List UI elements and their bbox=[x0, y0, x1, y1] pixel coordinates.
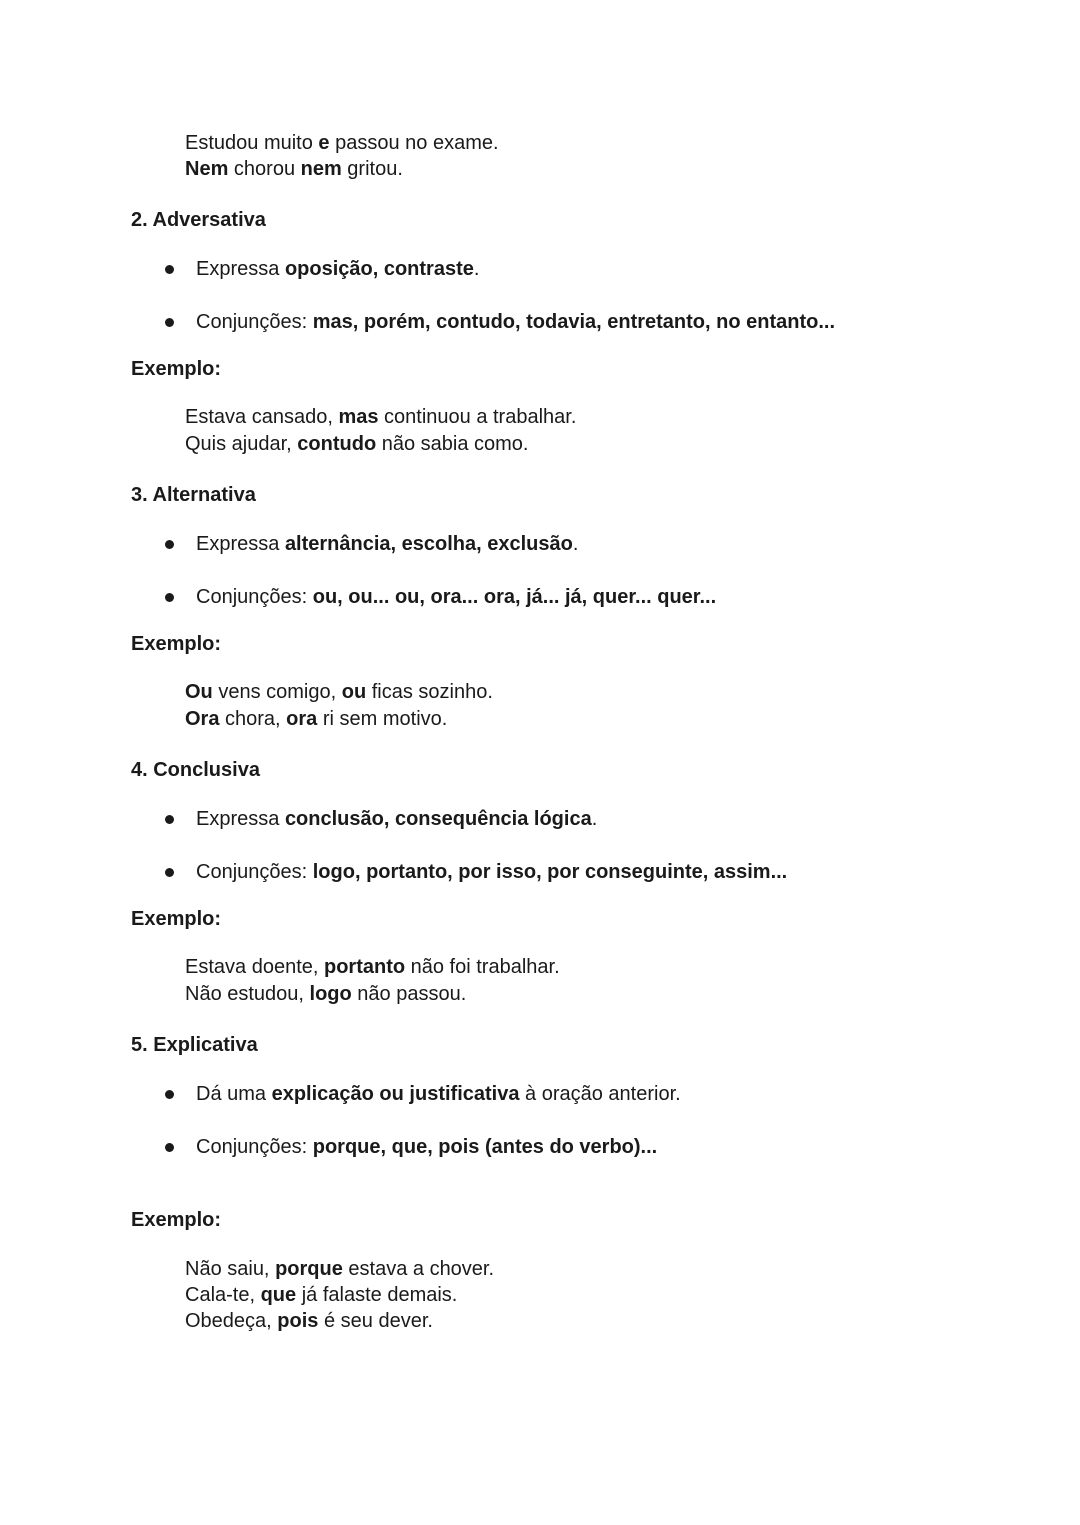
example-sentence: Estava cansado, mas continuou a trabalhar. bbox=[185, 406, 577, 428]
bullet-item: Expressa oposição, contraste. bbox=[196, 258, 480, 280]
section-heading-conclusiva: 4. Conclusiva bbox=[131, 759, 260, 781]
bullet-item: Expressa conclusão, consequência lógica. bbox=[196, 808, 598, 830]
example-sentence: Não estudou, logo não passou. bbox=[185, 983, 467, 1005]
bullet-icon bbox=[165, 1090, 174, 1099]
bullet-icon bbox=[165, 593, 174, 602]
example-sentence: Não saiu, porque estava a chover. bbox=[185, 1258, 495, 1280]
example-label: Exemplo: bbox=[131, 908, 222, 930]
example-sentence: Cala-te, que já falaste demais. bbox=[185, 1284, 458, 1306]
bullet-item: Conjunções: porque, que, pois (antes do verbo)... bbox=[196, 1136, 658, 1158]
bullet-item: Dá uma explicação ou justificativa à oração anterior. bbox=[196, 1083, 681, 1105]
example-sentence: Estava doente, portanto não foi trabalhar. bbox=[185, 956, 560, 978]
bullet-icon bbox=[165, 318, 174, 327]
bullet-item: Conjunções: mas, porém, contudo, todavia, entretanto, no entanto... bbox=[196, 311, 836, 333]
bullet-icon bbox=[165, 1143, 174, 1152]
example-label: Exemplo: bbox=[131, 358, 222, 380]
bullet-item: Expressa alternância, escolha, exclusão. bbox=[196, 533, 579, 555]
example-sentence: Nem chorou nem gritou. bbox=[185, 158, 403, 180]
bullet-item: Conjunções: logo, portanto, por isso, por conseguinte, assim... bbox=[196, 861, 788, 883]
example-label: Exemplo: bbox=[131, 1209, 222, 1231]
bullet-icon bbox=[165, 868, 174, 877]
section-heading-alternativa: 3. Alternativa bbox=[131, 484, 256, 506]
section-heading-explicativa: 5. Explicativa bbox=[131, 1034, 258, 1056]
bullet-icon bbox=[165, 540, 174, 549]
bullet-icon bbox=[165, 265, 174, 274]
bullet-icon bbox=[165, 815, 174, 824]
example-sentence: Ora chora, ora ri sem motivo. bbox=[185, 708, 448, 730]
example-label: Exemplo: bbox=[131, 633, 222, 655]
bullet-item: Conjunções: ou, ou... ou, ora... ora, já... já, quer... quer... bbox=[196, 586, 717, 608]
example-sentence: Estudou muito e passou no exame. bbox=[185, 132, 499, 154]
example-sentence: Obedeça, pois é seu dever. bbox=[185, 1310, 433, 1332]
example-sentence: Quis ajudar, contudo não sabia como. bbox=[185, 433, 529, 455]
example-sentence: Ou vens comigo, ou ficas sozinho. bbox=[185, 681, 493, 703]
section-heading-adversativa: 2. Adversativa bbox=[131, 209, 266, 231]
